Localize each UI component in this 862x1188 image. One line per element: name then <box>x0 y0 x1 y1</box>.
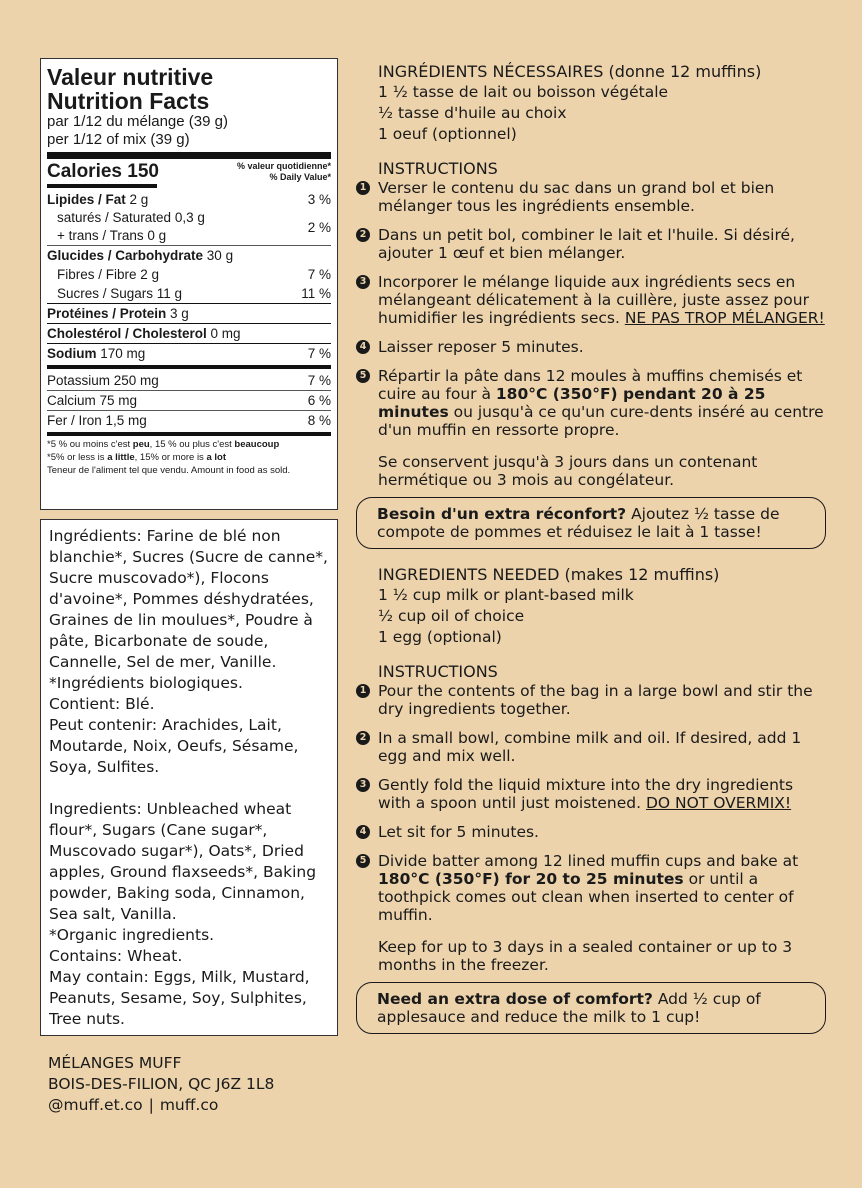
step-1-fr: 1 Verser le contenu du sac dans un grand bol et bien mélanger tous les ingrédients ensemble. <box>356 179 826 215</box>
tip-callout-fr: Besoin d'un extra réconfort? Ajoutez ½ tasse de compote de pommes et réduisez le lait à 1 tasse! <box>356 497 826 549</box>
iron-row <box>47 410 331 430</box>
serving-size-fr: par 1/12 du mélange (39 g) <box>47 113 228 130</box>
divider <box>47 184 157 188</box>
sugars: Sucres / Sugars 11 g <box>57 286 183 301</box>
sodium-label: Sodium <box>47 346 97 361</box>
step-number-icon: 4 <box>356 340 370 354</box>
needed-item: ½ tasse d'huile au choix <box>378 104 567 122</box>
potassium: Potassium 250 mg <box>47 373 159 388</box>
needed-item: 1 ½ cup milk or plant-based milk <box>378 586 634 604</box>
needed-heading-fr: INGRÉDIENTS NÉCESSAIRES (donne 12 muffins) <box>378 62 762 81</box>
contains-en: Contains: Wheat. <box>49 947 183 965</box>
potassium-pct: 7 % <box>307 373 331 388</box>
daily-value-en: % Daily Value* <box>269 172 331 182</box>
calcium: Calcium 75 mg <box>47 393 138 408</box>
step-number-icon: 2 <box>356 228 370 242</box>
step-number-icon: 1 <box>356 181 370 195</box>
tip-callout-en: Need an extra dose of comfort? Add ½ cup of applesauce and reduce the milk to 1 cup! <box>356 982 826 1034</box>
trans: + trans / Trans 0 g <box>57 228 167 243</box>
daily-value-fr: % valeur quotidienne* <box>236 161 331 171</box>
calcium-pct: 6 % <box>307 393 331 408</box>
step-3-en: 3 Gently fold the liquid mixture into the dry ingredients with a spoon until just moistened. DO NOT OVERMIX! <box>356 776 826 812</box>
step-4-en: 4 Let sit for 5 minutes. <box>356 823 826 841</box>
iron-pct: 8 % <box>307 413 331 428</box>
instructions-heading-fr: INSTRUCTIONS <box>378 159 498 178</box>
nutrition-facts-table <box>40 58 338 510</box>
fibre-row <box>47 265 331 284</box>
sodium-amount: 170 mg <box>96 346 146 361</box>
organic-en: *Organic ingredients. <box>49 926 215 944</box>
step-number-icon: 3 <box>356 778 370 792</box>
divider <box>47 365 331 369</box>
may-contain-en: May contain: Eggs, Milk, Mustard, Peanuts, Sesame, Soy, Sulphites, Tree nuts. <box>49 968 310 1028</box>
step-5-en: 5 Divide batter among 12 lined muffin cups and bake at 180°C (350°F) for 20 to 25 minutes or until a toothpick comes out clean when inserted to center of muffin. <box>356 852 826 924</box>
divider <box>47 152 331 159</box>
organic-fr: *Ingrédients biologiques. <box>49 674 243 692</box>
fibre-pct: 7 % <box>307 267 331 282</box>
fat-pct: 3 % <box>307 192 331 207</box>
calcium-row <box>47 390 331 410</box>
footnote-fr: *5 % ou moins c'est peu, 15 % ou plus c'est beaucoup <box>47 439 280 450</box>
potassium-row <box>47 371 331 390</box>
step-number-icon: 4 <box>356 825 370 839</box>
fat-label: Lipides / Fat <box>47 192 126 207</box>
needed-item: 1 oeuf (optionnel) <box>378 125 517 143</box>
instructions-heading-en: INSTRUCTIONS <box>378 662 498 681</box>
step-4-fr: 4 Laisser reposer 5 minutes. <box>356 338 826 356</box>
daily-value-header <box>237 161 331 183</box>
social-handle[interactable]: @muff.et.co <box>48 1096 143 1114</box>
chol-amount: 0 mg <box>206 326 241 341</box>
step-3-fr: 3 Incorporer le mélange liquide aux ingrédients secs en mélangeant délicatement à la cuillère, juste assez pour humidifier les ingrédients secs. NE PAS TROP MÉLANGER! <box>356 273 826 327</box>
sugars-row <box>47 284 331 303</box>
step-number-icon: 1 <box>356 684 370 698</box>
step-number-icon: 3 <box>356 275 370 289</box>
contains-fr: Contient: Blé. <box>49 695 155 713</box>
company-name: MÉLANGES MUFF <box>48 1054 182 1072</box>
protein-label: Protéines / Protein <box>47 306 167 321</box>
fat-row <box>47 190 331 209</box>
may-contain-fr: Peut contenir: Arachides, Lait, Moutarde, Noix, Oeufs, Sésame, Soya, Sulfites. <box>49 716 299 776</box>
sugars-pct: 11 % <box>301 286 331 301</box>
company-address: MÉLANGES MUFF BOIS-DES-FILION, QC J6Z 1L8 @muff.et.co | muff.co <box>48 1054 275 1114</box>
nutrition-title-fr: Valeur nutritive <box>47 64 214 90</box>
needed-heading-en: INGREDIENTS NEEDED (makes 12 muffins) <box>378 565 720 584</box>
footnote-amount: Teneur de l'aliment tel que vendu. Amount in food as sold. <box>47 465 291 476</box>
saturated: saturés / Saturated 0,3 g <box>57 210 205 225</box>
footnote-en: *5% or less is a little, 15% or more is a lot <box>47 452 226 463</box>
cholesterol-row <box>47 323 331 343</box>
needed-item: 1 egg (optional) <box>378 628 502 646</box>
fat-amount: 2 g <box>125 192 149 207</box>
carb-row <box>47 245 331 265</box>
chol-label: Cholestérol / Cholesterol <box>47 326 207 341</box>
preparation-column <box>356 62 826 1034</box>
needed-item: ½ cup oil of choice <box>378 607 525 625</box>
step-5-fr: 5 Répartir la pâte dans 12 moules à muffins chemisés et cuire au four à 180°C (350°F) pendant 20 à 25 minutes ou jusqu'à ce qu'un cure-dents inséré au centre d'un muffin en ressorte propre. <box>356 367 826 439</box>
protein-amount: 3 g <box>166 306 189 321</box>
storage-note-en: Keep for up to 3 days in a sealed container or up to 3 months in the freezer. <box>378 938 793 974</box>
step-2-en: 2 In a small bowl, combine milk and oil. If desired, add 1 egg and mix well. <box>356 729 826 765</box>
sat-pct: 2 % <box>307 219 331 235</box>
company-city: BOIS-DES-FILION, QC J6Z 1L8 <box>48 1075 275 1093</box>
fibre: Fibres / Fibre 2 g <box>57 267 160 282</box>
step-number-icon: 5 <box>356 854 370 868</box>
website-link[interactable]: muff.co <box>159 1096 219 1114</box>
step-1-en: 1 Pour the contents of the bag in a large bowl and stir the dry ingredients together. <box>356 682 826 718</box>
ingredients-box <box>40 519 338 1036</box>
storage-note-fr: Se conservent jusqu'à 3 jours dans un contenant hermétique ou 3 mois au congélateur. <box>378 453 758 489</box>
sodium-pct: 7 % <box>307 346 331 361</box>
divider <box>47 432 331 436</box>
step-number-icon: 2 <box>356 731 370 745</box>
iron: Fer / Iron 1,5 mg <box>47 413 147 428</box>
saturated-trans-row <box>47 209 331 245</box>
protein-row <box>47 303 331 323</box>
footnote <box>47 438 331 477</box>
step-number-icon: 5 <box>356 369 370 383</box>
step-2-fr: 2 Dans un petit bol, combiner le lait et l'huile. Si désiré, ajouter 1 œuf et bien mélanger. <box>356 226 826 262</box>
ingredients-fr: Ingrédients: Farine de blé non blanchie*, Sucres (Sucre de canne*, Sucre muscovado*), Flocons d'avoine*, Pommes déshydratées, Graines de lin moulues*, Poudre à pâte, Bicarbonate de soude, Cannelle, Sel de mer, Vanille. <box>49 527 328 671</box>
calories-row <box>47 161 331 190</box>
serving-size-en: per 1/12 of mix (39 g) <box>47 131 190 148</box>
nutrition-title-en: Nutrition Facts <box>47 88 210 114</box>
calories: Calories 150 <box>47 161 159 182</box>
sodium-row <box>47 343 331 363</box>
ingredients-en: Ingredients: Unbleached wheat flour*, Sugars (Cane sugar*, Muscovado sugar*), Oats*, Dried apples, Ground flaxseeds*, Baking powder, Baking soda, Cinnamon, Sea salt, Vanilla. <box>49 800 317 923</box>
carb-amount: 30 g <box>203 248 234 263</box>
needed-item: 1 ½ tasse de lait ou boisson végétale <box>378 83 669 101</box>
carb-label: Glucides / Carbohydrate <box>47 248 204 263</box>
